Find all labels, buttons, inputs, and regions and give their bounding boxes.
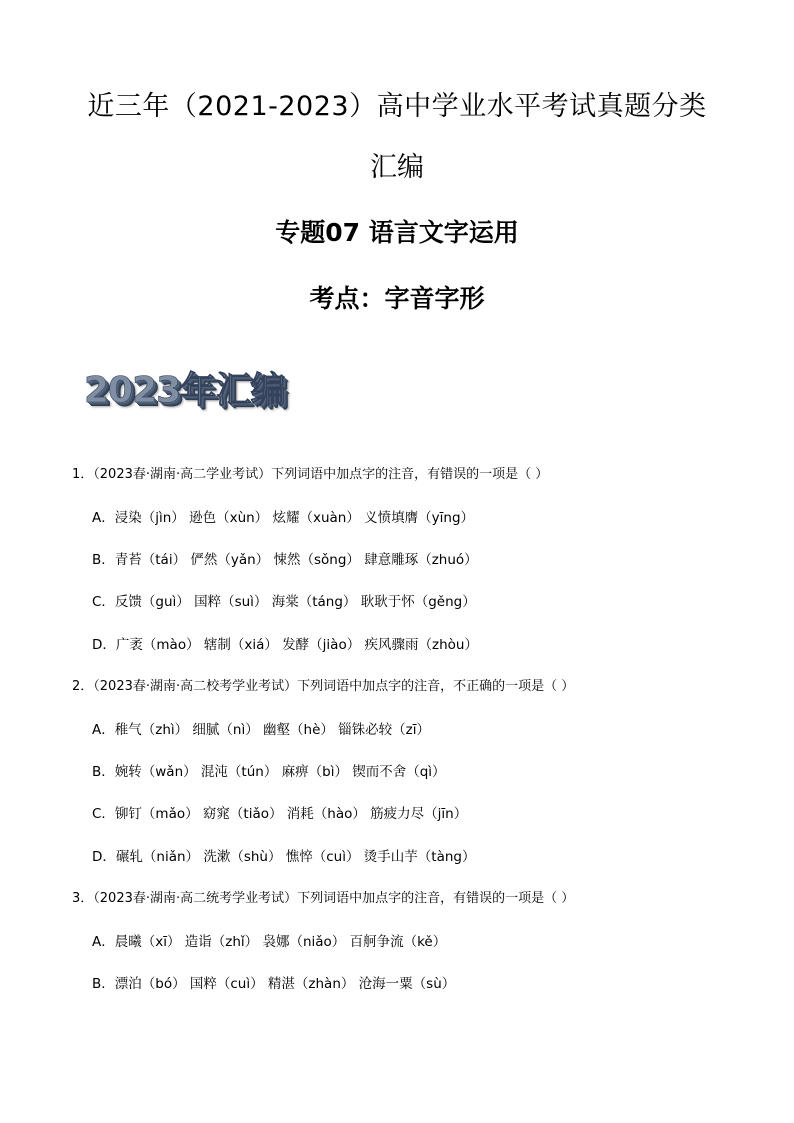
question-2-option-a: A．稚气（zhì） 细腻（nì） 幽壑（hè） 锱铢必较（zī）: [92, 722, 431, 738]
year-banner: 2023年汇编: [84, 370, 286, 411]
question-1-stem: 1．（2023春·湖南·高二学业考试）下列词语中加点字的注音，有错误的一项是（ ）: [72, 467, 549, 482]
question-2-option-d: D．碾轧（niǎn） 洗漱（shù） 憔悴（cuì） 烫手山芋（tàng）: [92, 849, 476, 865]
question-1-option-d: D．广袤（mào） 辖制（xiá） 发酵（jiào） 疾风骤雨（zhòu）: [92, 637, 478, 653]
question-3-option-b: B．漂泊（bó） 国粹（cuì） 精湛（zhàn） 沧海一粟（sù）: [92, 976, 456, 992]
question-1-option-b: B．青苔（tái） 俨然（yǎn） 悚然（sǒng） 肆意雕琢（zhuó）: [92, 552, 478, 568]
topic-heading: 专题07 语言文字运用: [275, 218, 519, 247]
question-1-option-c: C．反馈（guì） 国粹（suì） 海棠（táng） 耿耿于怀（gěng）: [92, 594, 476, 610]
question-3-stem: 3．（2023春·湖南·高二统考学业考试）下列词语中加点字的注音，有错误的一项是（ ）: [72, 891, 575, 906]
kaodian-heading: 考点：字音字形: [309, 284, 485, 313]
question-2-option-b: B．婉转（wǎn） 混沌（tún） 麻痹（bì） 锲而不舍（qì）: [92, 764, 446, 780]
document-title-line1: 近三年（2021-2023）高中学业水平考试真题分类: [87, 91, 707, 122]
question-2-option-c: C．铆钉（mǎo） 窈窕（tiǎo） 消耗（hào） 筋疲力尽（jīn）: [92, 806, 468, 822]
question-1-option-a: A．浸染（jìn） 逊色（xùn） 炫耀（xuàn） 义愤填膺（yīng）: [92, 510, 475, 526]
question-3-option-a: A．晨曦（xī） 造诣（zhǐ） 袅娜（niǎo） 百舸争流（kě）: [92, 934, 447, 950]
document-title-line2: 汇编: [370, 152, 424, 183]
question-2-stem: 2．（2023春·湖南·高二校考学业考试）下列词语中加点字的注音，不正确的一项是（ ）: [72, 679, 575, 694]
